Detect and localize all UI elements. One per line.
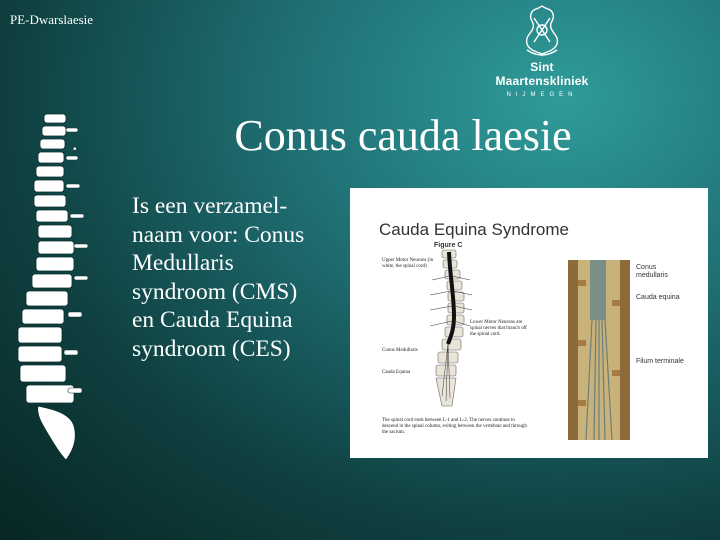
upper-motor-label: Upper Motor Neurons (in white, the spinal cord) — [382, 258, 434, 269]
figure-caption: The spinal cord ends between L-1 and L-2. The nerves continue to descend in the spinal column, exiting between the vertebrae and through the sacrum. — [382, 418, 527, 435]
spinal-cord-diagram — [412, 246, 492, 416]
photo-label-cauda: Cauda equina — [636, 294, 680, 301]
cauda-equina-label: Cauda Equina — [382, 370, 411, 375]
body-line: syndroom (CES) — [132, 335, 291, 362]
bullet-marker: . — [72, 130, 78, 155]
body-line: syndroom (CMS) — [132, 278, 298, 305]
spine-illustration — [8, 108, 103, 468]
body-line: naam voor: Conus — [132, 221, 305, 248]
logo-name: Sint Maartenskliniek — [495, 60, 589, 88]
body-line: Is een verzamel- — [132, 193, 288, 219]
photo-label-filum: Filum terminale — [636, 358, 684, 365]
figure-subtitle: Figure C — [434, 242, 463, 249]
cauda-equina-figure — [350, 188, 708, 458]
slide-header-label: PE-Dwarslaesie — [10, 12, 94, 27]
crest-icon — [519, 2, 565, 58]
figure-title: Cauda Equina Syndrome — [379, 220, 569, 239]
hospital-logo — [482, 2, 602, 98]
body-text — [132, 192, 347, 363]
body-line: en Cauda Equina — [132, 307, 293, 333]
body-line: Medullaris — [132, 250, 234, 276]
photo-label-conus: Conus medullaris — [636, 264, 668, 279]
logo-city: NIJMEGEN — [506, 92, 578, 98]
lower-motor-label: Lower Motor Neurons are spinal nerves that branch off the spinal cord. — [470, 320, 527, 337]
cauda-equina-photo — [568, 260, 630, 440]
conus-medullaris-label: Conus Medullaris — [382, 348, 418, 353]
slide-title: Conus cauda laesie — [234, 111, 572, 160]
